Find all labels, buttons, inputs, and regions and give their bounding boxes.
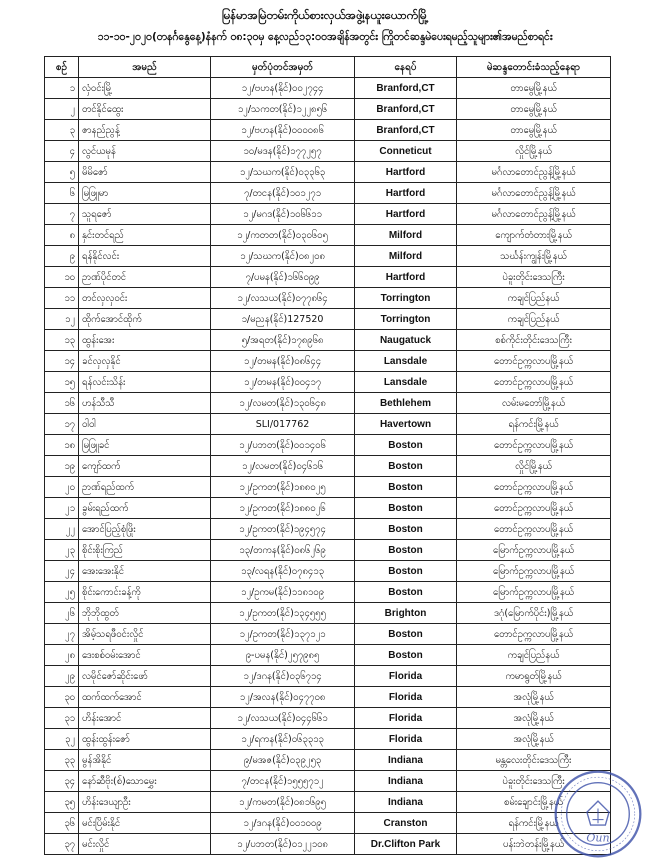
residence-city: Boston bbox=[355, 498, 457, 519]
residence-city: Conneticut bbox=[355, 141, 457, 162]
table-row bbox=[45, 750, 611, 771]
residence-city: Milford bbox=[355, 225, 457, 246]
constituency: လမ်းမတော်မြို့နယ် bbox=[457, 393, 611, 414]
column-header-id: မှတ်ပုံတင်အမှတ် bbox=[211, 57, 355, 78]
registration-number: ၁၂/တမန(နိုင်)၀၈၆၄၄ bbox=[211, 351, 355, 372]
constituency: လှိုင်မြို့နယ် bbox=[457, 456, 611, 477]
table-row bbox=[45, 141, 611, 162]
voter-name: ဒေးစစ်ဝမ်းအောင် bbox=[79, 645, 211, 666]
residence-city: Boston bbox=[355, 519, 457, 540]
registration-number: ၁/မညန(နိုင်)127520 bbox=[211, 309, 355, 330]
registration-number: ၁၂/ကမတ(နိုင်)၀၈၁၆၉၅ bbox=[211, 792, 355, 813]
table-row bbox=[45, 225, 611, 246]
row-number: ၁၃ bbox=[45, 330, 79, 351]
residence-city: Torrington bbox=[355, 288, 457, 309]
registration-number: ၁၂/တမန(နိုင်)၀၀၄၁၇ bbox=[211, 372, 355, 393]
residence-city: Florida bbox=[355, 687, 457, 708]
residence-city: Florida bbox=[355, 708, 457, 729]
residence-city: Boston bbox=[355, 540, 457, 561]
voter-name: မင်းပြိမ်းနိုင် bbox=[79, 813, 211, 834]
table-row bbox=[45, 162, 611, 183]
table-row bbox=[45, 246, 611, 267]
residence-city: Branford,CT bbox=[355, 99, 457, 120]
registration-number: ၁၂/လသယ(နိုင်)၀၇၇၈၆၄ bbox=[211, 288, 355, 309]
table-body bbox=[45, 78, 611, 855]
voter-name: ရန်လင်းသိန်း bbox=[79, 372, 211, 393]
voter-name: ရန်နိုင်လင်း bbox=[79, 246, 211, 267]
constituency: တာမွေမြို့နယ် bbox=[457, 78, 611, 99]
constituency: ဒဂုံ(မြောက်ပိုင်း)မြို့နယ် bbox=[457, 603, 611, 624]
residence-city: Lansdale bbox=[355, 372, 457, 393]
row-number: ၃၃ bbox=[45, 750, 79, 771]
table-row bbox=[45, 393, 611, 414]
registration-number: ၁၂/ရကန(နိုင်)၀၆၃၃၁၃ bbox=[211, 729, 355, 750]
table-row bbox=[45, 687, 611, 708]
voter-name: ဝါဝါ bbox=[79, 414, 211, 435]
residence-city: Boston bbox=[355, 645, 457, 666]
residence-city: Hartford bbox=[355, 267, 457, 288]
voter-name: တင်လှလှဝင်း bbox=[79, 288, 211, 309]
voter-name: မြဖြူမာ bbox=[79, 183, 211, 204]
voter-name: ထက်ထက်အောင် bbox=[79, 687, 211, 708]
table-row bbox=[45, 561, 611, 582]
constituency: မြောက်ဥက္ကလာပမြို့နယ် bbox=[457, 582, 611, 603]
registration-number: ၁၂/လမတ(နိုင်)၁၃၀၆၄၈ bbox=[211, 393, 355, 414]
registration-number: ၁၂/ဥကတ(နိုင်)၁၃၄၅၅၅ bbox=[211, 603, 355, 624]
registration-number: ၇/တငန(နိုင်)၁၅၅၅၇၁၂ bbox=[211, 771, 355, 792]
residence-city: Indiana bbox=[355, 750, 457, 771]
residence-city: Boston bbox=[355, 624, 457, 645]
residence-city: Havertown bbox=[355, 414, 457, 435]
voter-name: ထွန်းထွန်းဇော် bbox=[79, 729, 211, 750]
registration-number: ၁၂/သဃက(နိုင်)၀၃၃၆၃ bbox=[211, 162, 355, 183]
constituency: ကျောက်တံတားမြို့နယ် bbox=[457, 225, 611, 246]
row-number: ၁၀ bbox=[45, 267, 79, 288]
constituency: အလုံမြို့နယ် bbox=[457, 687, 611, 708]
table-row bbox=[45, 120, 611, 141]
residence-city: Branford,CT bbox=[355, 78, 457, 99]
registration-number: ၁၂/ဥကမ(နိုင်)၁၁၈၁၀၉ bbox=[211, 582, 355, 603]
row-number: ၂၂ bbox=[45, 519, 79, 540]
row-number: ၃၇ bbox=[45, 834, 79, 855]
row-number: ၁၈ bbox=[45, 435, 79, 456]
voter-name: ဟိန်းအောင် bbox=[79, 708, 211, 729]
table-row bbox=[45, 771, 611, 792]
registration-number: ၁၃/လရန(နိုင်)၀၇၈၄၁၃ bbox=[211, 561, 355, 582]
constituency: တောင်ဥက္ကလာပမြို့နယ် bbox=[457, 519, 611, 540]
row-number: ၃၀ bbox=[45, 687, 79, 708]
table-row bbox=[45, 99, 611, 120]
row-number: ၃၅ bbox=[45, 792, 79, 813]
constituency: တောင်ဥက္ကလာပမြို့နယ် bbox=[457, 477, 611, 498]
row-number: ၂၆ bbox=[45, 603, 79, 624]
column-header-city: နေရပ် bbox=[355, 57, 457, 78]
row-number: ၁ bbox=[45, 78, 79, 99]
voter-name: ခင်လှလှနိုင် bbox=[79, 351, 211, 372]
voter-name: ဉာဏ်ပိုင်တင် bbox=[79, 267, 211, 288]
voter-name: ဟိန်းဒေယျာဦး bbox=[79, 792, 211, 813]
registration-number: ၁၂/သဃက(နိုင်)၀၈၂၀၈ bbox=[211, 246, 355, 267]
table-row bbox=[45, 666, 611, 687]
voter-name: ခွမ်းရည်ထက် bbox=[79, 498, 211, 519]
voter-name: အိမ့်သရဖီဝင်းလှိုင် bbox=[79, 624, 211, 645]
residence-city: Florida bbox=[355, 666, 457, 687]
table-row bbox=[45, 603, 611, 624]
residence-city: Hartford bbox=[355, 183, 457, 204]
registration-number: ၁၂/ဥကတ(နိုင်)၁၃၇၁၂၁ bbox=[211, 624, 355, 645]
document-title: မြန်မာအမြဲတမ်းကိုယ်စားလှယ်အဖွဲ့၊နယူးယောက်မြို့ bbox=[221, 8, 429, 22]
residence-city: Boston bbox=[355, 582, 457, 603]
constituency: တာမွေမြို့နယ် bbox=[457, 99, 611, 120]
row-number: ၃၁ bbox=[45, 708, 79, 729]
table-row bbox=[45, 414, 611, 435]
row-number: ၅ bbox=[45, 162, 79, 183]
residence-city: Florida bbox=[355, 729, 457, 750]
row-number: ၈ bbox=[45, 225, 79, 246]
registration-number: ၇/တငန(နိုင်)၁၀၁၂၇၁ bbox=[211, 183, 355, 204]
constituency: တောင်ဥက္ကလာပမြို့နယ် bbox=[457, 624, 611, 645]
table-row bbox=[45, 183, 611, 204]
table-row bbox=[45, 288, 611, 309]
row-number: ၁၅ bbox=[45, 372, 79, 393]
residence-city: Indiana bbox=[355, 792, 457, 813]
constituency: ကချင်ပြည်နယ် bbox=[457, 309, 611, 330]
voter-name: စိုင်းကောင်းခန့်ကို bbox=[79, 582, 211, 603]
residence-city: Branford,CT bbox=[355, 120, 457, 141]
voter-name: ဟန်သီသီ bbox=[79, 393, 211, 414]
constituency: ရန်ကင်းမြို့နယ် bbox=[457, 813, 611, 834]
voter-name: တင်နိုင်ထွေး bbox=[79, 99, 211, 120]
table-row bbox=[45, 456, 611, 477]
constituency: မင်္ဂလာတောင်ညွန့်မြို့နယ် bbox=[457, 183, 611, 204]
table-row bbox=[45, 498, 611, 519]
row-number: ၁၉ bbox=[45, 456, 79, 477]
voter-name: ကျော်ထက် bbox=[79, 456, 211, 477]
voter-name: ဇာနည်ညွန့် bbox=[79, 120, 211, 141]
row-number: ၁၄ bbox=[45, 351, 79, 372]
residence-city: Dr.Clifton Park bbox=[355, 834, 457, 855]
row-number: ၁၆ bbox=[45, 393, 79, 414]
table-row bbox=[45, 792, 611, 813]
voter-name: မွန်အိနိုင် bbox=[79, 750, 211, 771]
registration-number: ၁၂/ပဘတ(နိုင်)၀၁၂၂၁၀၈ bbox=[211, 834, 355, 855]
row-number: ၂၄ bbox=[45, 561, 79, 582]
registration-number: ၁၂/ဥကတ(နိုင်)၁၈၈၀၂၅ bbox=[211, 477, 355, 498]
row-number: ၂၉ bbox=[45, 666, 79, 687]
registration-number: SLI/017762 bbox=[211, 414, 355, 435]
residence-city: Torrington bbox=[355, 309, 457, 330]
registration-number: ၁၂/ဗဟန(နိုင်)၀၀၂၇၄၄ bbox=[211, 78, 355, 99]
row-number: ၁၂ bbox=[45, 309, 79, 330]
row-number: ၂၅ bbox=[45, 582, 79, 603]
registration-number: ၁၂/ဗဟန(နိုင်)၀၀၀၀၈၆ bbox=[211, 120, 355, 141]
residence-city: Hartford bbox=[355, 162, 457, 183]
residence-city: Brighton bbox=[355, 603, 457, 624]
table-row bbox=[45, 540, 611, 561]
row-number: ၂၀ bbox=[45, 477, 79, 498]
registration-number: ၁၂/ကတတ(နိုင်)၀၃၀၆၀၅ bbox=[211, 225, 355, 246]
table-row bbox=[45, 477, 611, 498]
row-number: ၆ bbox=[45, 183, 79, 204]
registration-number: ၁၂/လမတ(နိုင်)၀၄၆၁၆ bbox=[211, 456, 355, 477]
residence-city: Naugatuck bbox=[355, 330, 457, 351]
table-row bbox=[45, 729, 611, 750]
residence-city: Indiana bbox=[355, 771, 457, 792]
registration-number: ၁၃/တကန(နိုင်)၀၈၆၂၆၉ bbox=[211, 540, 355, 561]
voter-name: ဉာဏ်ရည်ထက် bbox=[79, 477, 211, 498]
row-number: ၂၃ bbox=[45, 540, 79, 561]
voter-name: နော်ဆီဗိုး(စ်)သောမွှေး bbox=[79, 771, 211, 792]
row-number: ၂ bbox=[45, 99, 79, 120]
registration-number: ၁၂/ဥကတ(နိုင်)၁၈၈၀၂၆ bbox=[211, 498, 355, 519]
registration-number: ၅/အရတ(နိုင်)၁၇၈၉၆၈ bbox=[211, 330, 355, 351]
table-row bbox=[45, 708, 611, 729]
residence-city: Boston bbox=[355, 477, 457, 498]
constituency: ကချင်ပြည်နယ် bbox=[457, 645, 611, 666]
constituency: တောင်ဥက္ကလာပမြို့နယ် bbox=[457, 351, 611, 372]
registration-number: ၇/ပမန(နိုင်)၁၆၆၀၉၉ bbox=[211, 267, 355, 288]
voter-list-table bbox=[44, 56, 611, 855]
voter-name: ထိုက်အောင်ထိုက် bbox=[79, 309, 211, 330]
document-subtitle: ၁၁-၁၀-၂၀၂၀(တနင်္ဂနွေနေ့)နံနက် ၀၈:၃၀မှ နေ့လည်၁၃:၀၀အချိန်အတွင်း ကြိုတင်ဆန္ဒမဲပေးရမည့်သူများ၏အမည်စာရင်း bbox=[97, 31, 553, 43]
registration-number: ၉/မအဇ(နိုင်)၀၃၉၂၅၃ bbox=[211, 750, 355, 771]
residence-city: Boston bbox=[355, 561, 457, 582]
voter-name: မင်းလှိုင် bbox=[79, 834, 211, 855]
registration-number: ၁၂/ဒဂန(နိုင်)၀၀၁၀၀၉ bbox=[211, 813, 355, 834]
row-number: ၁၁ bbox=[45, 288, 79, 309]
table-row bbox=[45, 519, 611, 540]
column-header-address: မဲဆန္ဒတောင်းခံသည့်နေရာ bbox=[457, 57, 611, 78]
voter-name: မြဖြူခင် bbox=[79, 435, 211, 456]
constituency: မင်္ဂလာတောင်ညွန့်မြို့နယ် bbox=[457, 162, 611, 183]
embassy-seal-stamp bbox=[552, 768, 644, 860]
row-number: ၂၈ bbox=[45, 645, 79, 666]
column-header-no: စဉ် bbox=[45, 57, 79, 78]
registration-number: ၁၂/ဥကတ(နိုင်)၁၉၄၅၇၄ bbox=[211, 519, 355, 540]
row-number: ၉ bbox=[45, 246, 79, 267]
voter-name: မိမိဇော် bbox=[79, 162, 211, 183]
table-row bbox=[45, 267, 611, 288]
voter-name: နှင်းတင်ရည် bbox=[79, 225, 211, 246]
table-row bbox=[45, 204, 611, 225]
column-header-name: အမည် bbox=[79, 57, 211, 78]
constituency: ရန်ကင်းမြို့နယ် bbox=[457, 414, 611, 435]
table-row bbox=[45, 309, 611, 330]
constituency: စမ်းချောင်းမြို့နယ် bbox=[457, 792, 611, 813]
registration-number: ၁၂/ဒဂန(နိုင်)၀၃၆၇၁၄ bbox=[211, 666, 355, 687]
constituency: ကမာရွတ်မြို့နယ် bbox=[457, 666, 611, 687]
constituency: တာမွေမြို့နယ် bbox=[457, 120, 611, 141]
row-number: ၂၇ bbox=[45, 624, 79, 645]
row-number: ၃ bbox=[45, 120, 79, 141]
row-number: ၂၁ bbox=[45, 498, 79, 519]
registration-number: ၁၂/လသယ(နိုင်)၀၄၄၆၆၁ bbox=[211, 708, 355, 729]
constituency: စစ်ကိုင်းတိုင်းဒေသကြီး bbox=[457, 330, 611, 351]
voter-name: စိုင်းစိုးကြည် bbox=[79, 540, 211, 561]
constituency: သင်္ဃန်းကျွန်းမြို့နယ် bbox=[457, 246, 611, 267]
table-row bbox=[45, 330, 611, 351]
registration-number: ၁၂/အလန(နိုင်)၀၄၇၇၀၈ bbox=[211, 687, 355, 708]
constituency: မြောက်ဥက္ကလာပမြို့နယ် bbox=[457, 561, 611, 582]
row-number: ၃၂ bbox=[45, 729, 79, 750]
voter-name: ဘိုဘိုထွတ် bbox=[79, 603, 211, 624]
row-number: ၇ bbox=[45, 204, 79, 225]
constituency: ပန်းဘဲတန်းမြို့နယ် bbox=[457, 834, 611, 855]
table-row bbox=[45, 372, 611, 393]
voter-name: လွင်ယမုန် bbox=[79, 141, 211, 162]
residence-city: Boston bbox=[355, 435, 457, 456]
row-number: ၃၆ bbox=[45, 813, 79, 834]
registration-number: ၁၂/သကတ(နိုင်)၁၂၂၈၅၆ bbox=[211, 99, 355, 120]
table-row bbox=[45, 834, 611, 855]
table-row bbox=[45, 435, 611, 456]
constituency: လှိုင်မြို့နယ် bbox=[457, 141, 611, 162]
registration-number: ၁၂/ပဘတ(နိုင်)၀၀၁၄၀၆ bbox=[211, 435, 355, 456]
voter-name: လမိုင်ဇော်ဆိုင်းဖော် bbox=[79, 666, 211, 687]
table-row bbox=[45, 624, 611, 645]
residence-city: Cranston bbox=[355, 813, 457, 834]
voter-name: ထွန်းအေး bbox=[79, 330, 211, 351]
registration-number: ၉-ပမန(နိုင်)၂၅၇၉၈၅ bbox=[211, 645, 355, 666]
table-header-row bbox=[45, 57, 611, 78]
registration-number: ၁၀/မဒန(နိုင်)၁၇၇၂၅၇ bbox=[211, 141, 355, 162]
table-row bbox=[45, 351, 611, 372]
voter-name: အေးအေးနိုင် bbox=[79, 561, 211, 582]
table-row bbox=[45, 645, 611, 666]
table-row bbox=[45, 78, 611, 99]
residence-city: Milford bbox=[355, 246, 457, 267]
constituency: အလုံမြို့နယ် bbox=[457, 708, 611, 729]
row-number: ၃၄ bbox=[45, 771, 79, 792]
voter-name: လှံဝင်းမြို့ bbox=[79, 78, 211, 99]
constituency: တောင်ဥက္ကလာပမြို့နယ် bbox=[457, 435, 611, 456]
constituency: အလုံမြို့နယ် bbox=[457, 729, 611, 750]
voter-name: အောင်ပြည့်စုံဖြိုး bbox=[79, 519, 211, 540]
residence-city: Hartford bbox=[355, 204, 457, 225]
constituency: ကချင်ပြည်နယ် bbox=[457, 288, 611, 309]
signature: Oun bbox=[586, 831, 610, 845]
constituency: တောင်ဥက္ကလာပမြို့နယ် bbox=[457, 372, 611, 393]
row-number: ၁၇ bbox=[45, 414, 79, 435]
residence-city: Boston bbox=[355, 456, 457, 477]
constituency: ပဲခူးတိုင်းဒေသကြီး bbox=[457, 267, 611, 288]
voter-name: သူရဇော် bbox=[79, 204, 211, 225]
residence-city: Bethlehem bbox=[355, 393, 457, 414]
constituency: မင်္ဂလာတောင်ညွန့်မြို့နယ် bbox=[457, 204, 611, 225]
constituency: မြောက်ဥက္ကလာပမြို့နယ် bbox=[457, 540, 611, 561]
table-row bbox=[45, 582, 611, 603]
constituency: တောင်ဥက္ကလာပမြို့နယ် bbox=[457, 498, 611, 519]
table-row bbox=[45, 813, 611, 834]
constituency: ပဲခူးတိုင်းဒေသကြီး bbox=[457, 771, 611, 792]
row-number: ၄ bbox=[45, 141, 79, 162]
residence-city: Lansdale bbox=[355, 351, 457, 372]
registration-number: ၁၂/မဂဒ(နိုင်)၁၀၆၆၁၁ bbox=[211, 204, 355, 225]
constituency: မန္တလေးတိုင်းဒေသကြီး bbox=[457, 750, 611, 771]
